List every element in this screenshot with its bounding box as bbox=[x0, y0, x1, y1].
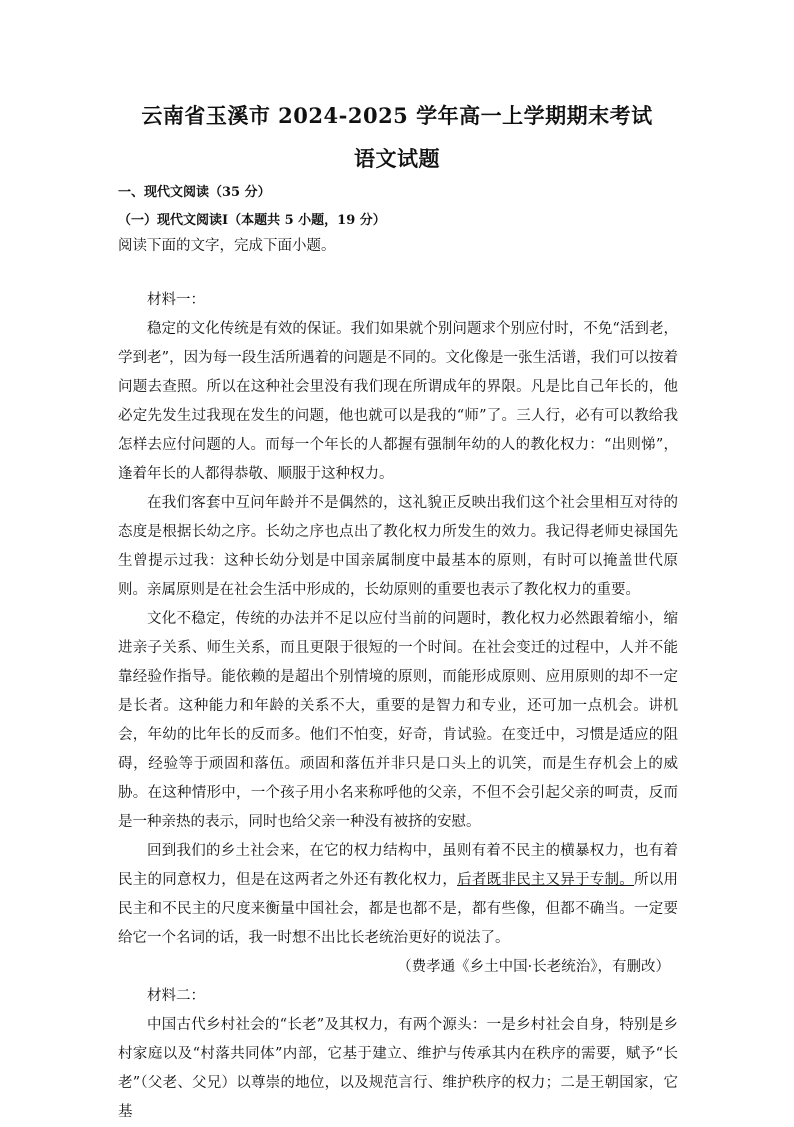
material-2-label: 材料二： bbox=[147, 988, 205, 1004]
document-subtitle: 语文试题 bbox=[354, 146, 440, 171]
paragraph-1: 稳定的文化传统是有效的保证。我们如果就个别问题求个别应付时，不免“活到老，学到老”，因为每一段生活所遇着的问题是不同的。文化像是一张生活谱，我们可以按着问题去查照。所以在这种社会里没有我们现在所谓成年的界限。凡是比自己年长的，他必定先发生过我现在发生的问题，他也就可以是我的“师”了。三人行，必有可以教给我怎样去应付问题的人。而每一个年长的人都握有强制年幼的人的教化权力：“出则悌”，逢着年长的人都得恭敬、顺服于这种权力。 bbox=[118, 321, 678, 482]
instruction-text: 阅读下面的文字，完成下面小题。 bbox=[118, 238, 336, 254]
paragraph-4-underlined: 后者既非民主又异于专制。 bbox=[457, 872, 635, 888]
paragraph-3: 文化不稳定，传统的办法并不足以应付当前的问题时，教化权力必然跟着缩小，缩进亲子关系、师生关系，而且更限于很短的一个时间。在社会变迁的过程中，人并不能靠经验作指导。能依赖的是超出个别情境的原则，而能形成原则、应用原则的却不一定是长者。这种能力和年龄的关系不大，重要的是智力和专业，还可加一点机会。讲机会，年幼的比年长的反而多。他们不怕变，好奇，肯试验。在变迁中，习惯是适应的阻碍，经验等于顽固和落伍。顽固和落伍并非只是口头上的讥笑，而是生存机会上的威胁。在这种情形中，一个孩子用小名来称呼他的父亲，不但不会引起父亲的呵责，反而是一种亲热的表示，同时也给父亲一种没有被挤的安慰。 bbox=[118, 611, 678, 830]
paragraph-2: 在我们客套中互问年龄并不是偶然的，这礼貌正反映出我们这个社会里相互对待的态度是根据长幼之序。长幼之序也点出了教化权力所发生的效力。我记得老师史禄国先生曾提示过我：这种长幼分划是中国亲属制度中最基本的原则，有时可以掩盖世代原则。亲属原则是在社会生活中形成的，长幼原则的重要也表示了教化权力的重要。 bbox=[118, 495, 678, 598]
source-citation: （费孝通《乡土中国·长老统治》，有删改） bbox=[397, 959, 670, 975]
paragraph-5: 中国古代乡村社会的“长老”及其权力，有两个源头：一是乡村社会自身，特别是乡村家庭以及“村落共同体”内部，它基于建立、维护与传承其内在秩序的需要，赋予“长老”（父老、父兄）以尊崇的地位，以及规范言行、维护秩序的权力；二是王朝国家，它基 bbox=[118, 1017, 678, 1120]
reading-passage bbox=[118, 286, 678, 1127]
paragraph-4 bbox=[118, 837, 678, 953]
subsection-heading: （一）现代文阅读Ⅰ（本题共 5 小题，19 分） bbox=[118, 213, 386, 228]
paragraph-4-part-2: 所以用民主和不民主的尺度来衡量中国社会，都是也都不是，都有些像，但都不确当。一定要给它一个名词的话，我一时想不出比长老统治更好的说法了。 bbox=[118, 872, 679, 946]
section-heading: 一、现代文阅读（35 分） bbox=[118, 185, 271, 200]
document-title: 云南省玉溪市 2024-2025 学年高一上学期期末考试 bbox=[141, 103, 653, 128]
paragraph-4-part-1: 回到我们的乡土社会来，在它的权力结构中，虽则有着不民主的横暴权力，也有着民主的同意权力，但是在这两者之外还有教化权力， bbox=[118, 843, 678, 888]
material-1-label: 材料一： bbox=[147, 292, 205, 308]
